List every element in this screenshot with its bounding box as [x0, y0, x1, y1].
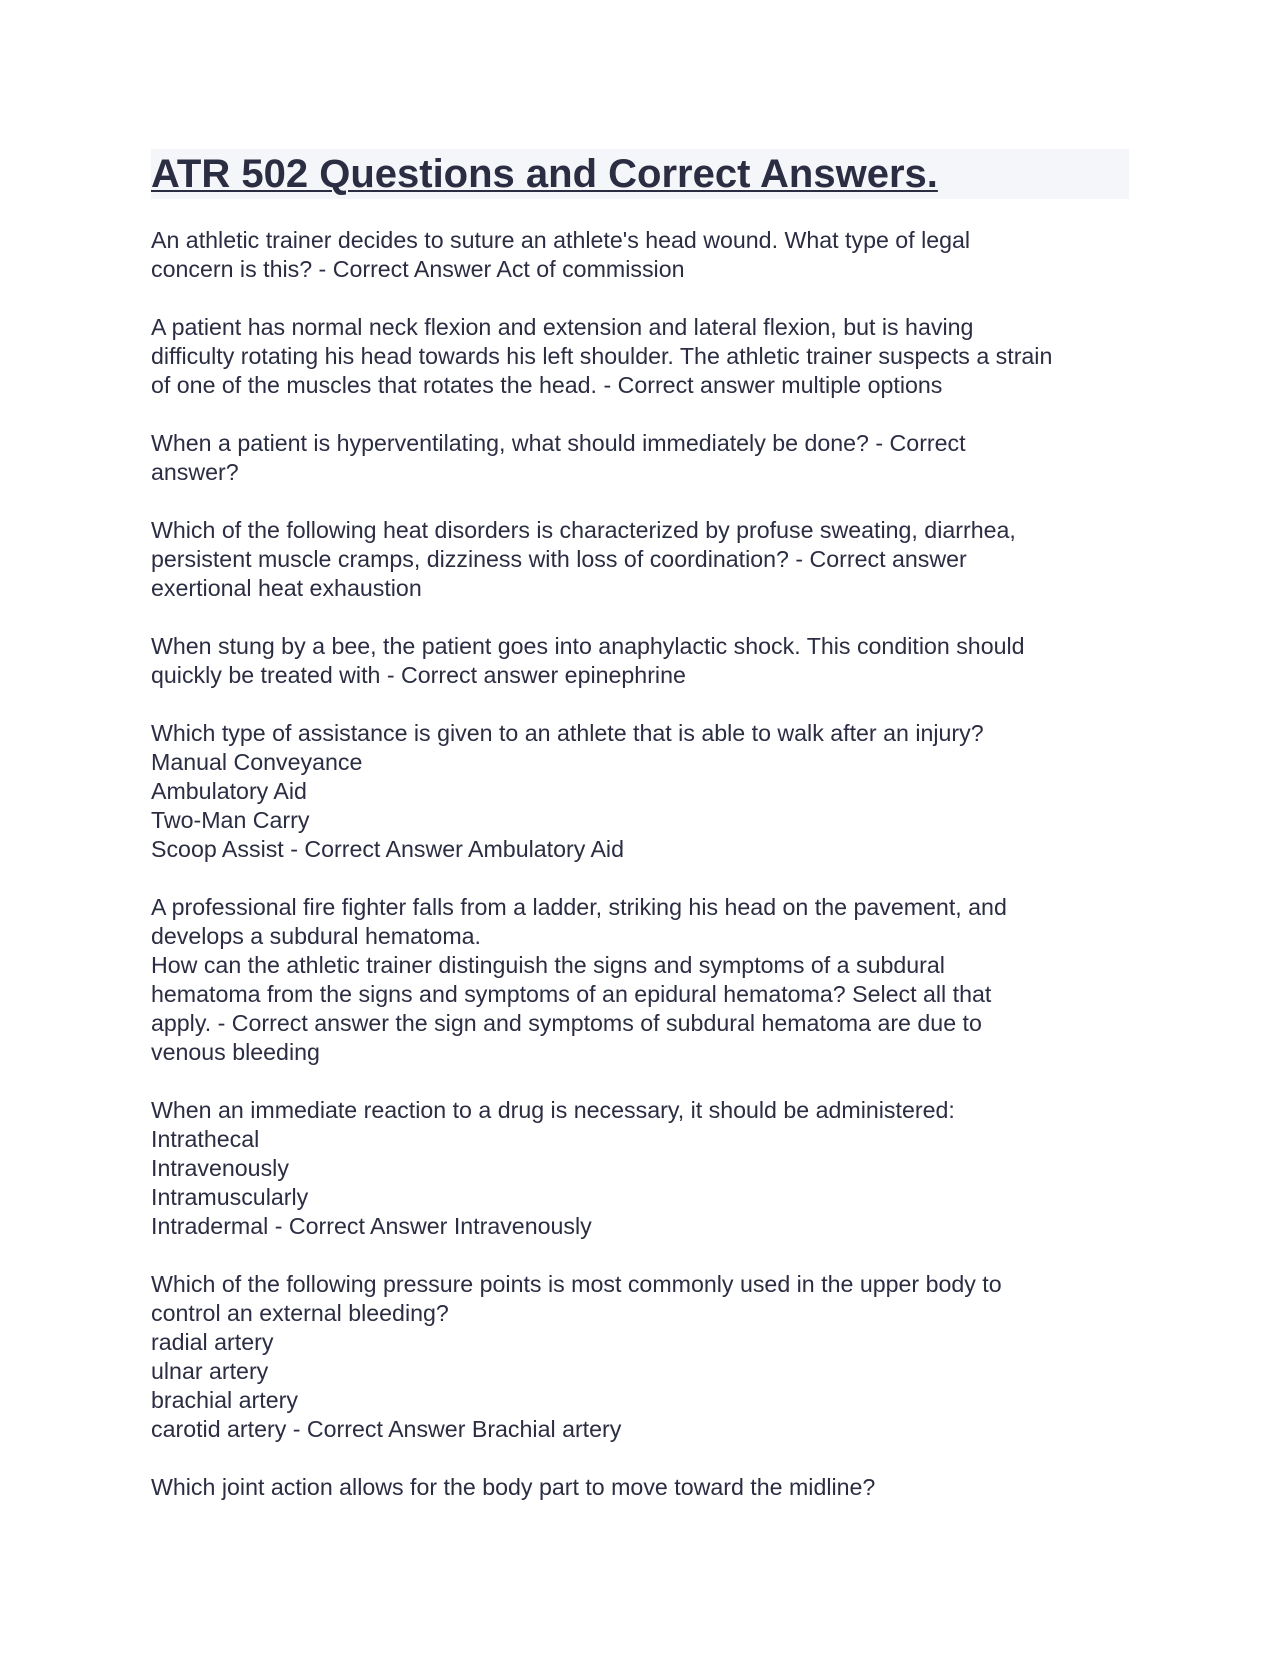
question-item: [151, 632, 1129, 690]
question-line: A professional fire fighter falls from a ladder, striking his head on the pavement, and: [151, 894, 1007, 920]
question-line: An athletic trainer decides to suture an athlete's head wound. What type of legal: [151, 227, 971, 253]
question-line: Which joint action allows for the body part to move toward the midline?: [151, 1474, 876, 1500]
question-line: quickly be treated with - Correct answer epinephrine: [151, 662, 686, 688]
question-line: Intramuscularly: [151, 1184, 309, 1210]
question-line: develops a subdural hematoma.: [151, 923, 481, 949]
question-line: control an external bleeding?: [151, 1300, 449, 1326]
question-line: ulnar artery: [151, 1358, 269, 1384]
question-line: Two-Man Carry: [151, 807, 310, 833]
question-line: apply. - Correct answer the sign and symptoms of subdural hematoma are due to: [151, 1010, 982, 1036]
question-item: [151, 429, 1129, 487]
question-line: When an immediate reaction to a drug is necessary, it should be administered:: [151, 1097, 955, 1123]
question-line: Which of the following pressure points is most commonly used in the upper body to: [151, 1271, 1002, 1297]
question-line: Intradermal - Correct Answer Intravenously: [151, 1213, 592, 1239]
question-line: Intrathecal: [151, 1126, 260, 1152]
question-line: How can the athletic trainer distinguish the signs and symptoms of a subdural: [151, 952, 945, 978]
question-line: persistent muscle cramps, dizziness with loss of coordination? - Correct answer: [151, 546, 967, 572]
question-item: [151, 1096, 1129, 1241]
question-line: concern is this? - Correct Answer Act of commission: [151, 256, 685, 282]
question-line: radial artery: [151, 1329, 274, 1355]
question-list: [151, 226, 1129, 1502]
question-line: carotid artery - Correct Answer Brachial artery: [151, 1416, 622, 1442]
question-item: [151, 1473, 1129, 1502]
question-line: hematoma from the signs and symptoms of an epidural hematoma? Select all that: [151, 981, 992, 1007]
question-line: Ambulatory Aid: [151, 778, 307, 804]
question-line: brachial artery: [151, 1387, 298, 1413]
question-line: Manual Conveyance: [151, 749, 363, 775]
question-line: of one of the muscles that rotates the head. - Correct answer multiple options: [151, 372, 943, 398]
question-item: [151, 313, 1129, 400]
question-item: [151, 516, 1129, 603]
question-line: Which type of assistance is given to an athlete that is able to walk after an injury?: [151, 720, 984, 746]
question-line: Scoop Assist - Correct Answer Ambulatory Aid: [151, 836, 624, 862]
question-item: [151, 719, 1129, 864]
question-line: Intravenously: [151, 1155, 289, 1181]
question-line: difficulty rotating his head towards his left shoulder. The athletic trainer suspects a strain: [151, 343, 1053, 369]
document-title: ATR 502 Questions and Correct Answers.: [151, 152, 938, 196]
question-item: [151, 226, 1129, 284]
question-item: [151, 1270, 1129, 1444]
question-line: When stung by a bee, the patient goes into anaphylactic shock. This condition should: [151, 633, 1025, 659]
question-line: exertional heat exhaustion: [151, 575, 422, 601]
question-line: answer?: [151, 459, 239, 485]
question-line: A patient has normal neck flexion and extension and lateral flexion, but is having: [151, 314, 974, 340]
document-page: [151, 149, 1129, 1502]
question-line: venous bleeding: [151, 1039, 320, 1065]
question-line: Which of the following heat disorders is characterized by profuse sweating, diarrhea,: [151, 517, 1016, 543]
question-line: When a patient is hyperventilating, what should immediately be done? - Correct: [151, 430, 966, 456]
title-band: [151, 149, 1129, 199]
question-item: [151, 893, 1129, 1067]
